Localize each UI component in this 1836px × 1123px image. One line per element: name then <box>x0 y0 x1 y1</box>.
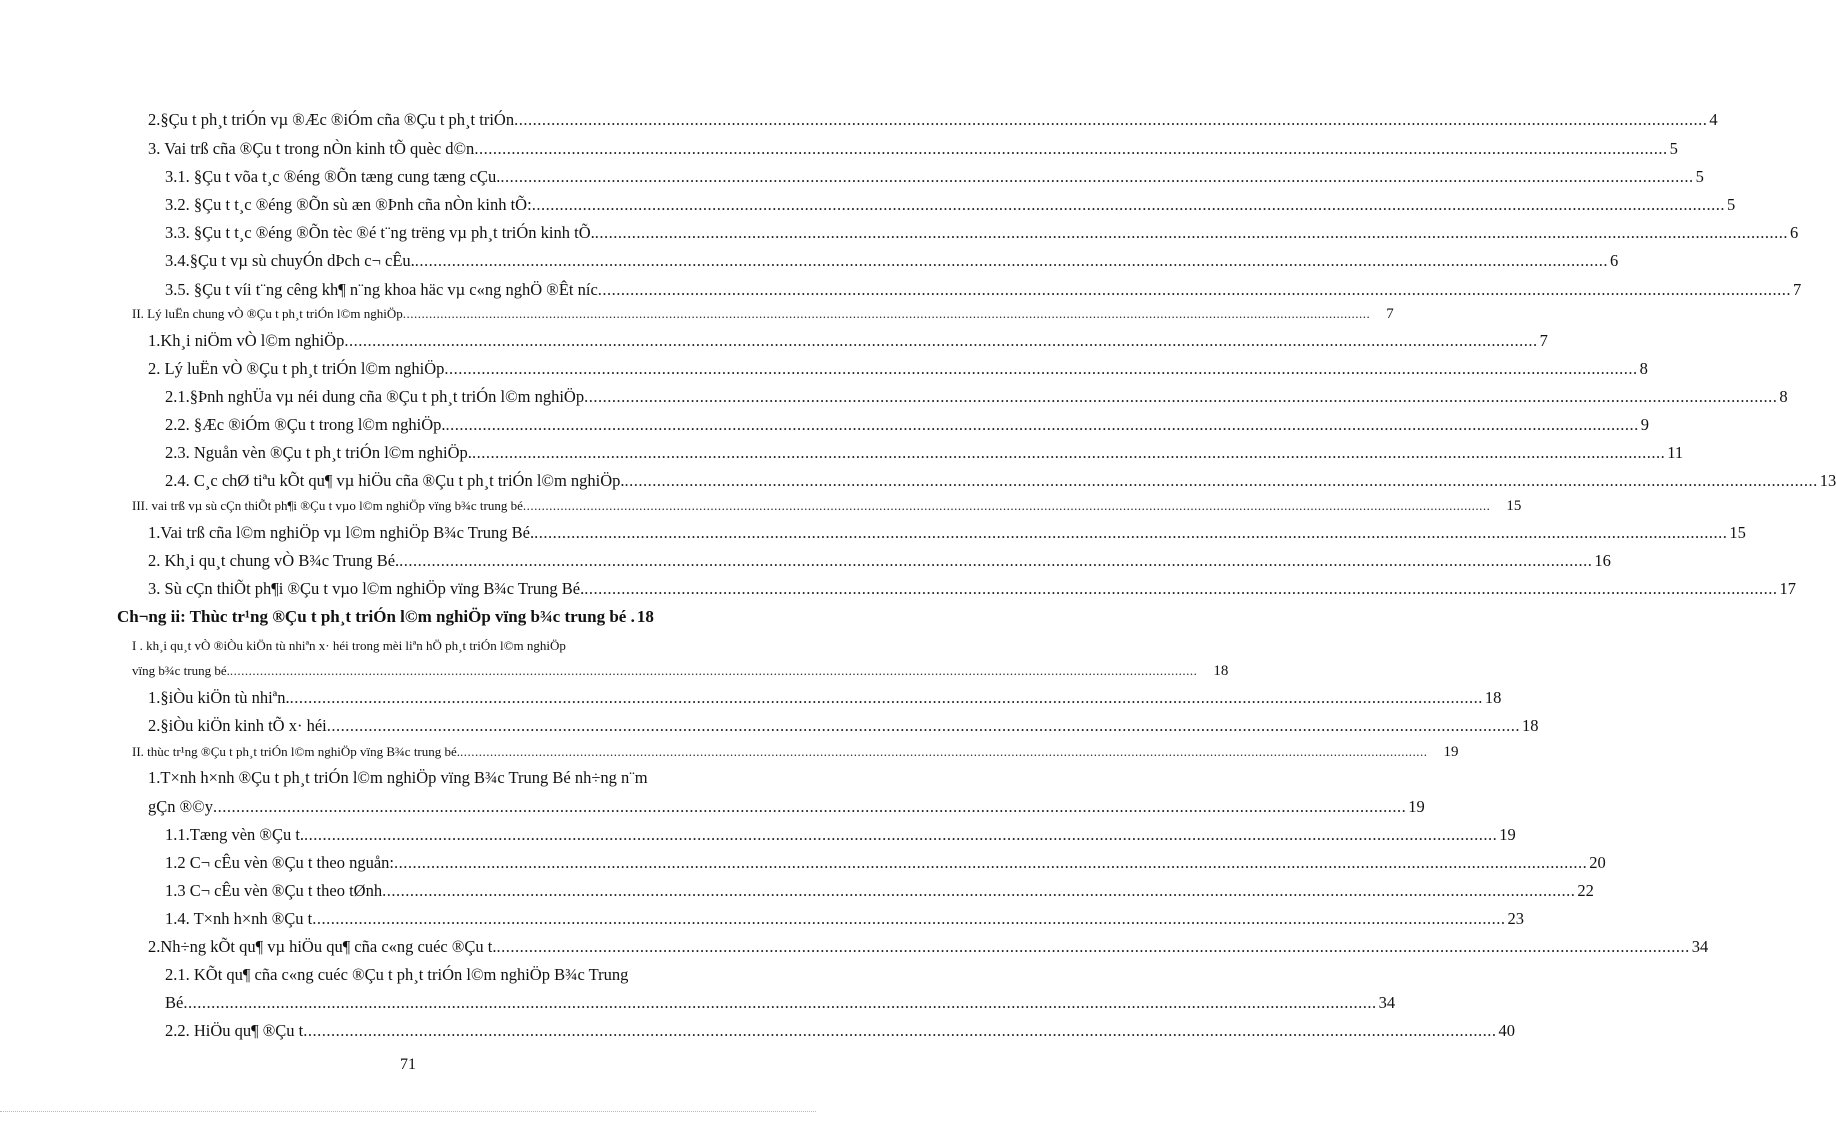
toc-entry <box>148 935 1709 959</box>
toc-entry <box>165 441 1684 465</box>
toc-entry-page: 6 <box>1790 223 1799 242</box>
toc-entry-page: 6 <box>1610 251 1619 270</box>
toc-entry-page: 34 <box>1378 993 1396 1012</box>
toc-entry-page: 34 <box>1691 937 1709 956</box>
toc-entry-title: 1.Kh¸i niÖm vÒ l©m nghiÖp <box>148 331 345 350</box>
toc-entry <box>148 137 1678 161</box>
toc-entry-title: 3.2. §Çu t t¸c ®éng ®Õn sù æn ®Þnh cña nÒn kinh tÕ: <box>165 195 532 214</box>
toc-entry <box>165 413 1650 437</box>
toc-entry <box>165 963 738 987</box>
toc-entry-title: 1.2 C¬ cÊu vèn ®Çu t theo nguån: <box>165 853 394 872</box>
toc-entry <box>165 165 1704 189</box>
toc-entry-page: 22 <box>1577 881 1594 900</box>
toc-entry-page: 8 <box>1639 359 1648 378</box>
toc-entry-title: 2.2. §Æc ®iÓm ®Çu t trong l©m nghiÖp. <box>165 415 446 434</box>
toc-entry <box>165 469 1836 493</box>
toc-entry <box>132 740 1459 764</box>
toc-entry-title: 1.Vai trß cña l©m nghiÖp vµ l©m nghiÖp B¾c Trung Bé. <box>148 523 535 542</box>
toc-entry-title: vïng b¾c trung bé. <box>132 663 230 678</box>
toc-entry <box>148 714 1539 738</box>
toc-entry <box>165 278 1802 302</box>
toc-entry-title: II. thùc tr¹ng ®Çu t ph¸t triÓn l©m nghiÖp vïng B¾c trung bé. <box>132 744 461 759</box>
toc-entry-page: 5 <box>1695 167 1704 186</box>
toc-entry-title: 3.1. §Çu t võa t¸c ®éng ®Õn tæng cung tæng cÇu. <box>165 167 501 186</box>
toc-entry-title: I . kh¸i qu¸t vÒ ®iÒu kiÖn tù nhiªn x· héi trong mèi liªn hÖ ph¸t triÓn l©m nghiÖp <box>132 638 566 653</box>
toc-entry-page: 16 <box>1594 551 1611 570</box>
toc-entry-page: 8 <box>1779 387 1788 406</box>
toc-entry-title: Bé <box>165 993 184 1012</box>
toc-entry-page: 11 <box>1667 443 1684 462</box>
toc-chapter-heading <box>117 605 738 629</box>
toc-entry-title: 2. Kh¸i qu¸t chung vÒ B¾c Trung Bé. <box>148 551 400 570</box>
toc-entry <box>165 385 1788 409</box>
toc-entry <box>132 659 1229 683</box>
toc-entry <box>165 221 1799 245</box>
toc-entry-page: 4 <box>1709 110 1718 129</box>
toc-entry <box>165 907 1525 931</box>
toc-entry-title: gÇn ®©y <box>148 797 213 816</box>
toc-entry <box>148 329 1548 353</box>
toc-entry <box>148 521 1746 545</box>
toc-entry <box>165 1019 1516 1043</box>
toc-entry <box>132 302 1394 326</box>
toc-entry <box>165 879 1594 903</box>
toc-entry-page: 7 <box>1793 280 1802 299</box>
toc-entry <box>165 823 1516 847</box>
toc-entry-title: 3. Sù cÇn thiÕt ph¶i ®Çu t vµo l©m nghiÖp vïng B¾c Trung Bé. <box>148 579 585 598</box>
toc-entry-page: 15 <box>1506 498 1522 514</box>
toc-entry-title: 3.3. §Çu t t¸c ®éng ®Õn tèc ®é t¨ng trëng vµ ph¸t triÓn kinh tÕ. <box>165 223 595 242</box>
toc-entry-page: 19 <box>1443 744 1459 760</box>
toc-entry-page: 19 <box>1499 825 1516 844</box>
toc-entry-page: 18 <box>1213 663 1229 679</box>
toc-entry <box>148 108 1718 132</box>
toc-entry <box>132 494 1522 518</box>
toc-entry <box>165 249 1619 273</box>
toc-entry <box>148 549 1611 573</box>
toc-entry-title: 2.1.§Þnh nghÜa vµ néi dung cña ®Çu t ph¸t triÓn l©m nghiÖp <box>165 387 585 406</box>
toc-entry-page: 15 <box>1729 523 1746 542</box>
toc-entry-page: 18 <box>636 607 654 626</box>
toc-entry-title: 2.§iÒu kiÖn kinh tÕ x· héi <box>148 716 327 735</box>
toc-entry-title: III. vai trß vµ sù cÇn thiÕt ph¶i ®Çu t vµo l©m nghiÖp vïng b¾c trung bé <box>132 498 523 513</box>
toc-entry-title: 1.4. T×nh h×nh ®Çu t <box>165 909 313 928</box>
toc-entry-title: 2.3. Nguån vèn ®Çu t ph¸t triÓn l©m nghiÖp. <box>165 443 472 462</box>
toc-entry <box>165 193 1736 217</box>
toc-entry-page: 5 <box>1669 139 1678 158</box>
toc-entry <box>165 851 1606 875</box>
toc-entry-page: 20 <box>1589 853 1606 872</box>
toc-entry <box>148 686 1502 710</box>
toc-entry <box>148 795 1425 819</box>
toc-entry-title: 3. Vai trß cña ®Çu t trong nÒn kinh tÕ quèc d©n <box>148 139 475 158</box>
toc-entry-page: 7 <box>1539 331 1548 350</box>
toc-entry-page: 40 <box>1498 1021 1516 1040</box>
toc-entry <box>148 766 738 790</box>
toc-entry-title: 2.Nh÷ng kÕt qu¶ vµ hiÖu qu¶ cña c«ng cuéc ®Çu t. <box>148 937 497 956</box>
toc-entry-page: 19 <box>1408 797 1425 816</box>
page-edge-divider <box>0 1111 816 1112</box>
toc-entry-title: 2.1. KÕt qu¶ cña c«ng cuéc ®Çu t ph¸t triÓn l©m nghiÖp B¾c Trung <box>165 965 629 984</box>
toc-entry-title: 2.§Çu t ph¸t triÓn vµ ®Æc ®iÓm cña ®Çu t ph¸t triÓn <box>148 110 515 129</box>
toc-entry-title: 1.T×nh h×nh ®Çu t ph¸t triÓn l©m nghiÖp vïng B¾c Trung Bé nh÷ng n¨m <box>148 768 648 787</box>
toc-entry-page: 9 <box>1640 415 1650 434</box>
toc-entry-title: Ch¬ng ii: Thùc tr¹ng ®Çu t ph¸t triÓn l©m nghiÖp vïng b¾c trung bé . <box>117 607 635 626</box>
page-number: 71 <box>400 1056 416 1073</box>
toc-entry-title: 2. Lý luËn vÒ ®Çu t ph¸t triÓn l©m nghiÖp <box>148 359 445 378</box>
toc-entry-title: 1.§iÒu kiÖn tù nhiªn. <box>148 688 290 707</box>
toc-entry-page: 13 <box>1819 471 1836 490</box>
toc-entry <box>165 991 1396 1015</box>
toc-entry-page: 18 <box>1484 688 1502 707</box>
toc-entry-title: 1.1.Tæng vèn ®Çu t. <box>165 825 305 844</box>
toc-entry-title: II. Lý luËn chung vÒ ®Çu t ph¸t triÓn l©m nghiÖp <box>132 306 403 321</box>
toc-entry <box>148 577 1797 601</box>
toc-entry-title: 2.2. HiÖu qu¶ ®Çu t <box>165 1021 304 1040</box>
toc-entry-title: 1.3 C¬ cÊu vèn ®Çu t theo tØnh <box>165 881 383 900</box>
toc-entry-title: 2.4. C¸c chØ tiªu kÕt qu¶ vµ hiÖu cña ®Çu t ph¸t triÓn l©m nghiÖp. <box>165 471 625 490</box>
toc-entry <box>148 357 1648 381</box>
toc-entry-page: 5 <box>1726 195 1736 214</box>
toc-entry <box>132 634 738 658</box>
toc-entry-page: 23 <box>1507 909 1525 928</box>
toc-entry-page: 17 <box>1779 579 1797 598</box>
toc-entry-title: 3.5. §Çu t víi t¨ng cêng kh¶ n¨ng khoa häc vµ c«ng nghÖ ®Êt níc <box>165 280 598 299</box>
toc-entry-page: 18 <box>1522 716 1539 735</box>
toc-entry-page: 7 <box>1386 306 1394 322</box>
toc-entry-title: 3.4.§Çu t vµ sù chuyÓn dÞch c¬ cÊu. <box>165 251 415 270</box>
